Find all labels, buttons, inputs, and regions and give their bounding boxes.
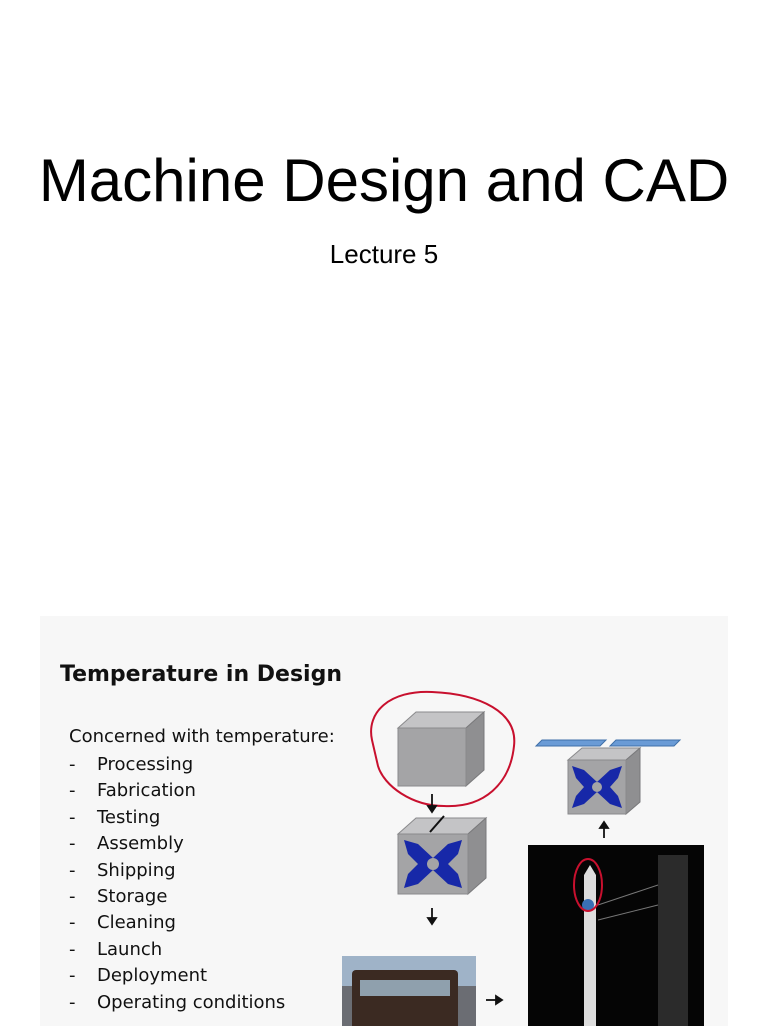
- bullet-text: Operating conditions: [97, 991, 286, 1013]
- bullet-item: - Shipping: [69, 859, 176, 881]
- bullet-item: - Processing: [69, 754, 194, 775]
- bullet-text: Shipping: [97, 859, 176, 881]
- bullet-text: Fabrication: [97, 780, 196, 802]
- bullet-item: - Fabrication: [69, 780, 196, 802]
- slide-intro: Concerned with temperature:: [69, 726, 335, 747]
- bullet-text: Storage: [97, 885, 168, 907]
- bullet-item: - Storage: [69, 885, 168, 907]
- satellite-cube-icon: [398, 816, 486, 894]
- slide-image: [40, 616, 728, 1026]
- page-title: Machine Design and CAD: [38, 147, 730, 214]
- bullet-item: - Operating conditions: [69, 991, 286, 1013]
- satellite-icon: [536, 740, 680, 814]
- bullet-text: Cleaning: [97, 912, 176, 934]
- design-diagram: [40, 616, 728, 1026]
- title-block: [0, 145, 768, 270]
- bullet-item: - Assembly: [69, 833, 184, 855]
- bullet-text: Testing: [97, 806, 161, 828]
- bullet-item: - Launch: [69, 938, 163, 960]
- bullet-item: - Deployment: [69, 965, 208, 987]
- bullet-text: Assembly: [97, 833, 184, 855]
- bullet-item: - Testing: [69, 806, 161, 828]
- slide-title: Temperature in Design: [60, 662, 342, 687]
- bullet-text: Deployment: [97, 965, 208, 987]
- bullet-text: Launch: [97, 938, 163, 960]
- page-subtitle: Lecture 5: [329, 239, 439, 269]
- gray-cube-icon: [398, 712, 484, 786]
- bullet-item: - Cleaning: [69, 912, 176, 934]
- bullet-text: Processing: [97, 754, 194, 775]
